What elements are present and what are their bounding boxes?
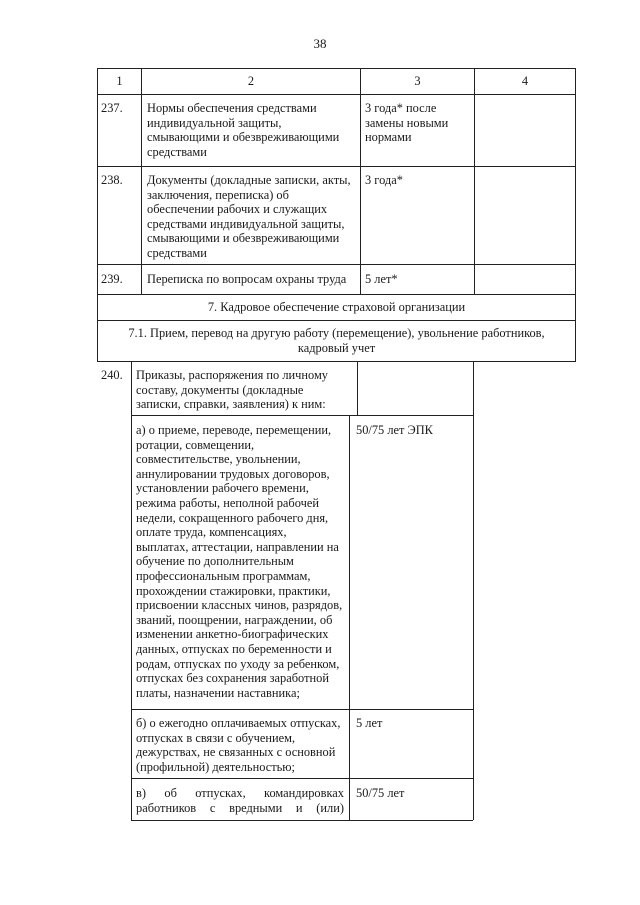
table-rule <box>131 778 473 779</box>
page-number: 38 <box>313 36 327 51</box>
text-line: замены новыми <box>365 115 449 130</box>
column-header: 3 <box>414 74 421 88</box>
text-line: составу, документы (докладные <box>136 382 304 397</box>
text-line: выплатах, аттестации, направлении на <box>136 539 339 554</box>
section-heading: 7. Кадровое обеспечение страховой организации <box>207 300 466 314</box>
text-line: работников с вредными и (или) <box>136 800 344 815</box>
text-line: кадровый учет <box>297 340 376 355</box>
text-line: (профильной) деятельностью; <box>136 759 295 774</box>
column-header: 4 <box>521 74 529 88</box>
table-rule <box>97 68 576 69</box>
text-line: родам, отпусках по уходу за ребенком, <box>136 656 340 671</box>
text-line: режима работы, неполной рабочей <box>136 496 319 510</box>
column-header: 2 <box>247 74 255 88</box>
text-line: отпусках в связи с обучением, <box>136 730 296 745</box>
text-line: прохождении стажировки, практики, <box>136 583 331 598</box>
retention-term: 50/75 лет ЭПК <box>356 423 433 437</box>
table-rule <box>97 294 576 295</box>
table-rule <box>131 415 473 416</box>
text-line: аннулировании трудовых договоров, <box>136 466 330 481</box>
retention-term: 5 лет <box>356 716 383 730</box>
table-rule <box>131 361 132 820</box>
text-line: присвоении классных чинов, разрядов, <box>136 598 343 613</box>
table-rule <box>141 68 142 294</box>
retention-term: 3 года* <box>365 173 403 187</box>
text-line: 3 года* после <box>365 101 437 115</box>
text-line: заключения, переписка) об <box>147 187 289 202</box>
table-rule <box>474 68 475 294</box>
row-number: 237. <box>101 101 123 115</box>
text-line: оплате труда, компенсациях, <box>136 525 287 540</box>
text-line: обеспечении рабочих и служащих <box>147 202 328 217</box>
text-line: совместительстве, увольнении, <box>136 452 301 467</box>
text-line: званий, поощрении, награждении, об <box>136 612 333 627</box>
text-line: установлении рабочего времени, <box>136 481 309 496</box>
text-line: записки, справки, заявления) к ним: <box>136 397 326 412</box>
text-line: индивидуальной защиты, <box>147 115 282 130</box>
text-line: смывающими и обезвреживающими <box>147 130 340 145</box>
text-line: отпусках без сохранения заработной <box>136 671 329 686</box>
table-rule <box>349 415 350 820</box>
row-number: 239. <box>101 272 123 286</box>
text-line: а) о приеме, переводе, перемещении, <box>136 423 332 437</box>
text-line: смывающими и обезвреживающими <box>147 231 340 246</box>
text-line: б) о ежегодно оплачиваемых отпусках, <box>136 716 341 730</box>
table-rule <box>97 320 576 321</box>
row-number: 240. <box>101 368 123 382</box>
retention-term: 5 лет* <box>365 272 398 286</box>
text-line: изменении анкетно-биографических <box>136 627 329 642</box>
text-line: профессиональным программам, <box>136 569 311 583</box>
text-line: Документы (докладные записки, акты, <box>147 173 351 187</box>
table-rule <box>357 361 358 415</box>
article-text: Переписка по вопросам охраны труда <box>147 272 347 286</box>
text-line: Нормы обеспечения средствами <box>147 101 317 115</box>
text-line: платы, назначении наставника; <box>136 685 300 700</box>
text-line: средствами <box>147 144 207 159</box>
table-rule <box>575 68 576 294</box>
text-line: 7.1. Прием, перевод на другую работу (перемещение), увольнение работников, <box>128 326 545 340</box>
table-rule <box>131 709 473 710</box>
column-header: 1 <box>116 74 123 88</box>
retention-term: 50/75 лет <box>356 786 405 800</box>
text-line: недели, сокращенного рабочего дня, <box>136 510 329 525</box>
table-rule <box>360 68 361 294</box>
table-rule <box>97 94 576 95</box>
row-number: 238. <box>101 173 123 187</box>
table-rule <box>97 264 576 265</box>
table-rule <box>473 361 474 820</box>
text-line: дежурствах, не связанных с основной <box>136 745 336 760</box>
text-line: данных, отпусках по беременности и <box>136 642 332 656</box>
text-line: средствами индивидуальной защиты, <box>147 216 345 231</box>
text-line: обучение по дополнительным <box>136 554 294 569</box>
table-rule <box>97 68 98 294</box>
text-line: Приказы, распоряжения по личному <box>136 368 328 382</box>
table-rule <box>575 294 576 361</box>
text-line: ротации, совмещении, <box>136 437 255 452</box>
text-line: нормами <box>365 130 412 145</box>
text-line: в) об отпусках, командировках <box>136 786 344 800</box>
table-rule <box>97 166 576 167</box>
text-line: средствами <box>147 246 207 260</box>
table-rule <box>97 361 576 362</box>
table-rule <box>131 820 473 821</box>
